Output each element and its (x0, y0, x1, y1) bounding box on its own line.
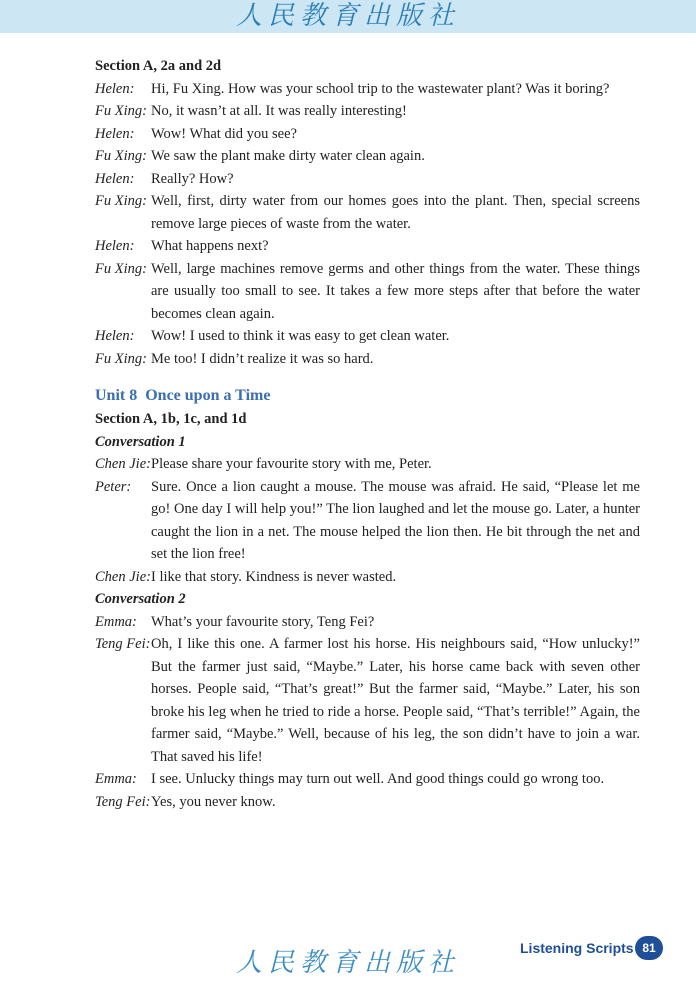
speaker-label: Helen: (95, 80, 135, 97)
dialogue-line (95, 123, 640, 146)
dialogue-line (95, 768, 640, 791)
speech-text: Yes, you never know. (151, 793, 276, 810)
speaker-label: Chen Jie: (95, 456, 151, 472)
speech-text: I like that story. Kindness is never wasted. (151, 568, 397, 585)
dialogue-line (95, 566, 640, 589)
section-heading: Section A, 2a and 2d (95, 58, 222, 74)
dialogue-line (95, 258, 640, 326)
speaker-label: Fu Xing: (95, 148, 147, 164)
speaker-label: Fu Xing: (95, 193, 147, 209)
dialogue-line (95, 476, 640, 566)
speech-text: Wow! I used to think it was easy to get clean water. (151, 328, 450, 344)
speaker-label: Teng Fei: (95, 636, 151, 652)
speech-text: I see. Unlucky things may turn out well. And good things could go wrong too. (151, 771, 605, 787)
section-heading: Section A, 1b, 1c, and 1d (95, 411, 247, 427)
speaker-label: Helen: (95, 328, 135, 344)
dialogue-line (95, 325, 640, 348)
speech-text: Well, first, dirty water from our homes goes into the plant. Then, special screens remove large pieces of waste from the water. (151, 193, 640, 232)
speech-text: What happens next? (151, 238, 269, 254)
dialogue-line (95, 190, 640, 235)
conversation-title: Conversation 2 (95, 591, 186, 607)
unit-title: Unit 8 Once upon a Time (95, 387, 271, 404)
speech-text: Hi, Fu Xing. How was your school trip to the wastewater plant? Was it boring? (151, 80, 610, 97)
publisher-logo-top: 人民教育出版社 (235, 1, 460, 31)
speaker-label: Emma: (95, 613, 137, 630)
speech-text: Well, large machines remove germs and other things from the water. These things are usually too small to see. It takes a few more steps after that before the water becomes clean again. (151, 260, 640, 322)
speech-text: What’s your favourite story, Teng Fei? (151, 613, 375, 630)
speaker-label: Fu Xing: (95, 350, 147, 367)
dialogue-line (95, 791, 640, 814)
speaker-label: Teng Fei: (95, 793, 151, 810)
speech-text: No, it wasn’t at all. It was really interesting! (151, 103, 407, 119)
speaker-label: Peter: (95, 478, 132, 495)
dialogue-line (95, 100, 640, 123)
speech-text: Sure. Once a lion caught a mouse. The mouse was afraid. He said, “Please let me go! One day I will help you!” The lion laughed and let the mouse go. Later, a hunter caught the lion in a net. The mouse helped the lion then. He bit through the net and set the lion free! (151, 478, 640, 562)
speech-text: We saw the plant make dirty water clean again. (151, 148, 425, 164)
speaker-label: Fu Xing: (95, 260, 147, 277)
speech-text: Please share your favourite story with me, Peter. (151, 456, 432, 472)
dialogue-line (95, 633, 640, 768)
speaker-label: Chen Jie: (95, 568, 151, 585)
dialogue-line (95, 78, 640, 101)
speaker-label: Helen: (95, 238, 135, 254)
speech-text: Really? How? (151, 170, 234, 187)
footer-label: Listening Scripts (520, 940, 634, 956)
dialogue-line (95, 348, 640, 371)
transcript (95, 55, 640, 813)
speaker-label: Emma: (95, 771, 137, 787)
page-number-badge: 81 (635, 936, 663, 960)
speaker-label: Helen: (95, 125, 135, 142)
speaker-label: Helen: (95, 170, 135, 187)
publisher-logo-bottom: 人民教育出版社 (235, 948, 460, 978)
speech-text: Wow! What did you see? (151, 125, 297, 142)
dialogue-line (95, 145, 640, 168)
dialogue-line (95, 453, 640, 476)
dialogue-line (95, 611, 640, 634)
dialogue-line (95, 168, 640, 191)
speaker-label: Fu Xing: (95, 103, 147, 119)
dialogue-line (95, 235, 640, 258)
conversation-title: Conversation 1 (95, 433, 186, 450)
speech-text: Oh, I like this one. A farmer lost his horse. His neighbours said, “How unlucky!” But the farmer just said, “Maybe.” Later, his horse came back with seven other horses. People said, “That’s great!” But the farmer said, “Maybe.” Later, his son broke his leg when he tried to ride a horse. People said, “That’s terrible!” Again, the farmer said, “Maybe.” Well, because of his leg, the son didn’t have to join a war. That saved his life! (151, 636, 640, 765)
speech-text: Me too! I didn’t realize it was so hard. (151, 350, 374, 367)
